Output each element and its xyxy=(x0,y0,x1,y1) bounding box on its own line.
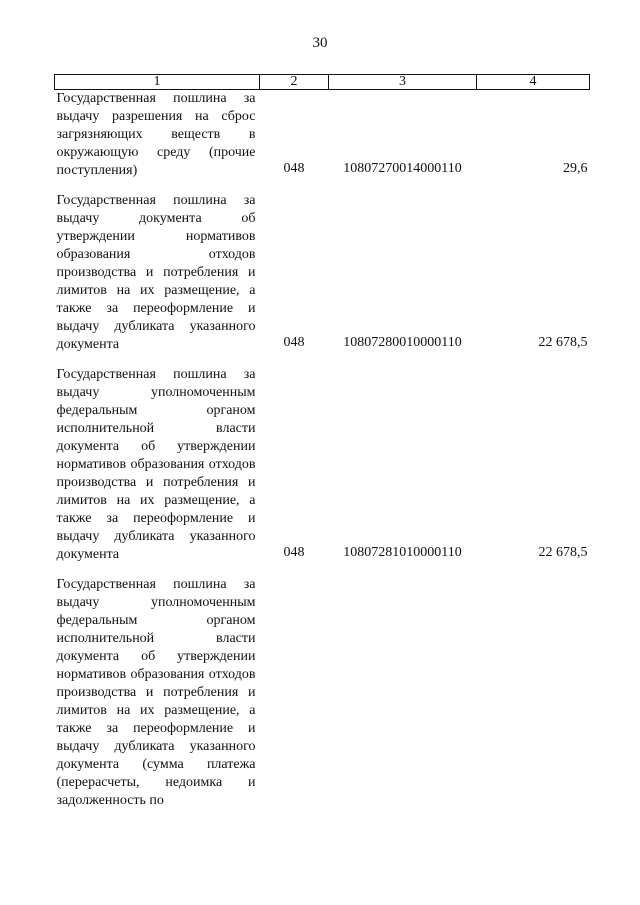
row-name: Государственная пошлина за выдачу уполномоченным федеральным органом исполнительной власти документа об утверждении нормативов образования отходов производства и потребления и лимитов на их размещение, а также за переоформление и выдачу дубликата указанного документа xyxy=(56,367,256,562)
row-admin-code: 048 xyxy=(283,335,305,350)
header-col-2: 2 xyxy=(260,75,329,90)
row-budget-code: 10807281010000110 xyxy=(343,545,462,560)
row-admin-code: 048 xyxy=(283,545,305,560)
row-budget-code: 10807280010000110 xyxy=(343,335,462,350)
row-amount: 22 678,5 xyxy=(538,335,588,350)
header-col-4: 4 xyxy=(477,75,590,90)
row-admin-code: 048 xyxy=(283,161,305,176)
table-header xyxy=(55,75,590,90)
row-admin-code xyxy=(260,573,329,813)
row-amount: 29,6 xyxy=(563,161,588,176)
page-number: 30 xyxy=(312,35,328,51)
row-name: Государственная пошлина за выдачу разрешения на сброс загрязняющих веществ в окружающую среду (прочие поступления) xyxy=(56,91,256,178)
table-row xyxy=(55,90,590,184)
header-col-1: 1 xyxy=(55,75,260,90)
row-budget-code: 10807270014000110 xyxy=(343,161,462,176)
table-row xyxy=(55,363,590,567)
row-amount xyxy=(477,573,590,813)
row-name: Государственная пошлина за выдачу документа об утверждении нормативов образования отходов производства и потребления и лимитов на их размещение, а также за переоформление и выдачу дубликата указанного документа xyxy=(56,193,256,352)
table-body xyxy=(55,90,590,814)
row-amount: 22 678,5 xyxy=(538,545,588,560)
row-budget-code xyxy=(329,573,477,813)
row-name: Государственная пошлина за выдачу уполномоченным федеральным органом исполнительной власти документа об утверждении нормативов образования отходов производства и потребления и лимитов на их размещение, а также за переоформление и выдачу дубликата указанного документа (сумма платежа (перерасчеты, недоимка и задолженность по xyxy=(56,577,256,808)
table-row xyxy=(55,573,590,813)
header-row xyxy=(55,75,590,90)
budget-revenue-table xyxy=(54,74,590,813)
header-col-3: 3 xyxy=(329,75,477,90)
table-row xyxy=(55,189,590,357)
